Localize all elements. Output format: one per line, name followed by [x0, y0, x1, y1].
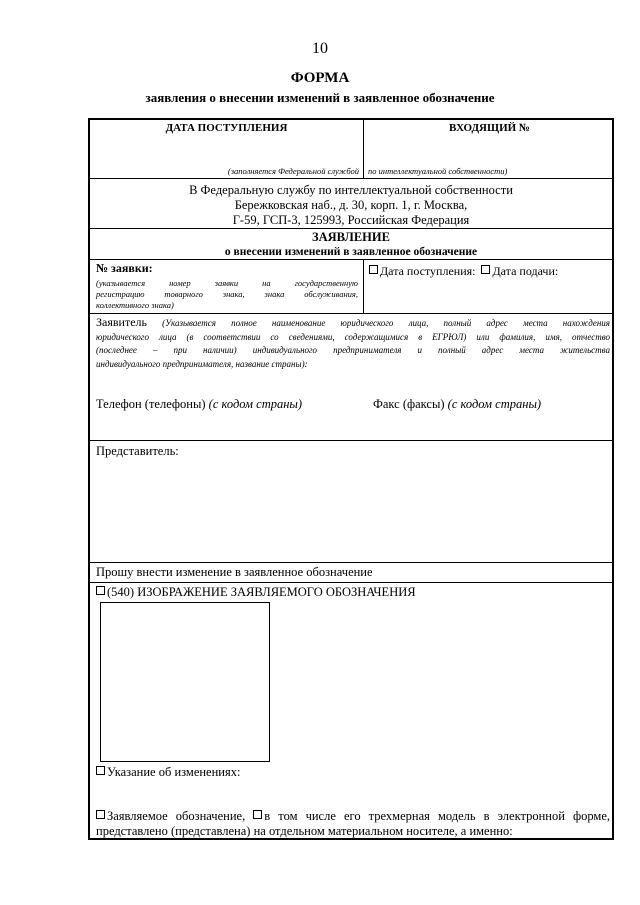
application-title: ЗАЯВЛЕНИЕ	[312, 230, 390, 244]
address-line-3: Г-59, ГСП-3, 125993, Российская Федерация	[232, 213, 470, 227]
bottom-line-1-a: Заявляемое обозначение,	[107, 809, 246, 823]
section-540-row	[96, 585, 416, 600]
incoming-number-label: ВХОДЯЩИЙ №	[449, 122, 530, 134]
applicant-note-4: индивидуального предпринимателя, название страны):	[96, 358, 308, 369]
header-divider	[363, 120, 364, 178]
bottom-line-2: представлено (представлена) на отдельном материальном носителе, а именно:	[96, 824, 513, 838]
divider	[90, 562, 612, 563]
receipt-date-label: Дата поступления:	[380, 264, 476, 278]
representative-label: Представитель:	[96, 444, 179, 458]
application-subtitle: о внесении изменений в заявленное обозначение	[224, 246, 478, 258]
divider	[90, 259, 612, 260]
form-frame	[88, 118, 614, 840]
applicant-note-2: юридического лица (в соответствии со сведениями, содержащимися в ЕГРЮЛ) или фамилия, имя, отчество	[96, 331, 610, 342]
application-number-note: (указывается номер заявки на государственную регистрацию товарного знака, знака обслуживания, коллективного знака)	[96, 278, 358, 310]
bottom-line-1-b: в том числе его трехмерная модель в электронной форме,	[264, 809, 610, 823]
page-number: 10	[312, 40, 328, 57]
divider	[90, 178, 612, 179]
receipt-date-checkbox[interactable]	[369, 265, 378, 274]
section-540-checkbox[interactable]	[96, 586, 105, 595]
date-received-label: ДАТА ПОСТУПЛЕНИЯ	[165, 122, 288, 134]
filing-date-label: Дата подачи:	[492, 264, 559, 278]
dates-divider	[363, 259, 364, 313]
designation-checkbox[interactable]	[96, 810, 105, 819]
changes-label: Указание об изменениях:	[107, 765, 241, 779]
fax-note: (с кодом страны)	[447, 397, 542, 411]
divider	[90, 228, 612, 229]
phone-label: Телефон (телефоны)	[96, 397, 206, 411]
recipient-address	[90, 183, 612, 228]
application-number-label: № заявки:	[96, 261, 153, 275]
header-note-left: (заполняется Федеральной службой	[227, 166, 359, 176]
applicant-section	[96, 316, 610, 371]
form-subtitle: заявления о внесении изменений в заявленное обозначение	[145, 90, 495, 105]
divider	[90, 440, 612, 441]
applicant-note-1: (Указывается полное наименование юридического лица, полный адрес места нахождения	[162, 318, 610, 328]
address-line-1: В Федеральную службу по интеллектуальной собственности	[189, 183, 513, 197]
phone-row	[96, 397, 302, 412]
address-line-2: Бережковская наб., д. 30, корп. 1, г. Москва,	[234, 198, 468, 212]
changes-checkbox[interactable]	[96, 766, 105, 775]
bottom-statement	[96, 809, 610, 839]
dates-row	[369, 264, 558, 279]
filing-date-checkbox[interactable]	[481, 265, 490, 274]
fax-label: Факс (факсы)	[373, 397, 445, 411]
header-note-right: по интеллектуальной собственности)	[368, 166, 508, 176]
phone-note: (с кодом страны)	[208, 397, 303, 411]
section-540-label: (540) ИЗОБРАЖЕНИЕ ЗАЯВЛЯЕМОГО ОБОЗНАЧЕНИЯ	[107, 585, 416, 599]
request-text: Прошу внести изменение в заявленное обозначение	[96, 565, 373, 579]
divider	[90, 313, 612, 314]
model-checkbox[interactable]	[253, 810, 262, 819]
applicant-note-3: (последнее – при наличии) индивидуального предпринимателя и полный адрес места жительства	[96, 345, 610, 355]
divider	[90, 582, 612, 583]
image-placeholder-box[interactable]	[100, 602, 270, 762]
form-title: ФОРМА	[290, 70, 350, 86]
fax-row	[373, 397, 541, 412]
changes-row	[96, 765, 240, 780]
applicant-label: Заявитель	[96, 315, 147, 329]
